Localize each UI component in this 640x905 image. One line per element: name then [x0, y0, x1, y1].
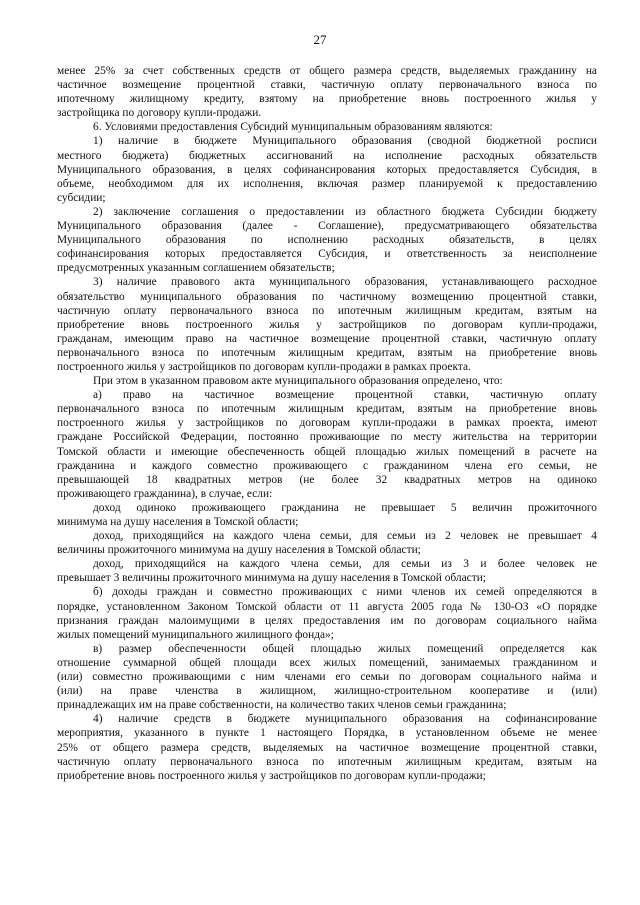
text-line: 4) наличие средств в бюджете муниципального образования на софинансирование: [93, 713, 597, 726]
paragraph-legal-act-intro: [57, 374, 597, 388]
text-line: построенного жилья у застройщиков по договорам купли-продажи в рамках проекта, имеют: [57, 417, 597, 430]
text-line: в) размер обеспеченности общей площадью жилых помещений определяется как: [93, 642, 597, 655]
text-line: застройщика по договору купли-продажи.: [57, 107, 262, 120]
paragraph-income-two: [57, 529, 597, 557]
text-line: приобретение вновь построенного жилья у застройщиков по договорам купли-продажи,: [57, 318, 597, 331]
text-line: софинансирования которых предоставляется Субсидия, и ответственность за неисполнение: [57, 248, 597, 261]
text-line: (или) на праве членства в жилищном, жилищно-строительном кооперативе и (или): [57, 685, 597, 698]
text-line: местного бюджета) бюджетных ассигнований на исполнение расходных обязательств: [57, 149, 597, 162]
text-line: обязательство муниципального образования по частичному возмещению процентной ставки,: [57, 290, 597, 303]
text-line: приобретение вновь построенного жилья у застройщиков по договорам купли-продажи;: [57, 769, 486, 782]
text-line: объеме, необходимом для их исполнения, включая размер планируемой к предоставлению: [57, 177, 597, 190]
paragraph-condition-2: [57, 205, 597, 275]
text-line: 3) наличие правового акта муниципального образования, устанавливающего расходное: [93, 276, 597, 289]
text-line: первоначального взноса по ипотечным жилищным кредитам, взятым на приобретение вновь: [57, 346, 597, 359]
paragraph-continuation: [57, 64, 597, 120]
paragraph-income-single: [57, 501, 597, 529]
text-line: Томской области и имеющие обеспеченность общей площадью жилых помещений в расчете на: [57, 445, 597, 458]
text-line: 25% от общего размера средств, выделяемых на частичное возмещение процентной ставки,: [57, 741, 597, 754]
paragraph-condition-1: [57, 134, 597, 204]
text-line: гражданина и каждого совместно проживающего с гражданином члена его семьи, не: [57, 459, 597, 472]
text-line: менее 25% за счет собственных средств от общего размера средств, выделяемых гражданину на: [57, 65, 597, 77]
text-line: Муниципального образования по исполнению расходных обязательств, в целях: [57, 234, 597, 247]
text-line: гражданам, имеющим право на частичное возмещение процентной ставки, частичную оплату: [57, 332, 597, 345]
text-line: признания граждан малоимущими в целях предоставления им по договорам социального найма: [57, 614, 597, 627]
text-line: превышает 3 величины прожиточного минимума на душу населения в Томской области;: [57, 572, 486, 585]
text-line: порядке, установленном Законом Томской области от 11 августа 2005 года № 130-ОЗ «О порядке: [57, 600, 597, 613]
text-line: превышающей 18 квадратных метров (не более 32 квадратных метров на одиноко: [57, 473, 597, 486]
text-line: построенного жилья у застройщиков по договорам купли-продажи в рамках проекта.: [57, 360, 471, 373]
text-line: отношение суммарной общей площади всех жилых помещений, занимаемых гражданином и: [57, 656, 597, 669]
text-line: 6. Условиями предоставления Субсидий муниципальным образованиям являются:: [93, 121, 493, 134]
text-line: а) право на частичное возмещение процентной ставки, частичную оплату: [93, 389, 597, 402]
text-line: принадлежащих им на праве собственности, на количество таких членов семьи гражданина;: [57, 699, 507, 712]
paragraph-condition-3: [57, 275, 597, 374]
text-line: Муниципального образования (далее - Соглашение), предусматривающего обязательства: [57, 220, 597, 233]
text-line: субсидии;: [57, 191, 106, 204]
paragraph-condition-4: [57, 712, 597, 782]
text-line: (или) совместно проживающими с ним членами его семьи по договорам социального найма и: [57, 671, 597, 684]
text-line: При этом в указанном правовом акте муниципального образования определено, что:: [93, 375, 503, 388]
text-line: частичную оплату первоначального взноса по ипотечным жилищным кредитам, взятым на: [57, 755, 597, 768]
text-line: б) доходы граждан и совместно проживающих с ними членов их семей определяются в: [93, 586, 597, 599]
text-line: частичную оплату первоначального взноса по ипотечным жилищным кредитам, взятым на: [57, 304, 597, 317]
text-line: частичное возмещение процентной ставки, частичную оплату первоначального взноса по: [57, 79, 597, 92]
text-line: доход, приходящийся на каждого члена семьи, для семьи из 3 и более человек не: [93, 558, 597, 571]
text-line: первоначального взноса по ипотечным жилищным кредитам, взятым на приобретение вновь: [57, 403, 597, 416]
text-line: предусмотренных указанным соглашением обязательств;: [57, 262, 335, 275]
text-line: 1) наличие в бюджете Муниципального образования (сводной бюджетной росписи: [93, 135, 597, 148]
paragraph-section-6: [57, 120, 597, 134]
paragraph-item-b: [57, 585, 597, 641]
paragraph-item-a: [57, 388, 597, 501]
text-line: 2) заключение соглашения о предоставлении из областного бюджета Субсидии бюджету: [93, 205, 597, 218]
text-line: доход, приходящийся на каждого члена семьи, для семьи из 2 человек не превышает 4: [93, 530, 597, 543]
text-line: величины прожиточного минимума на душу населения в Томской области;: [57, 544, 421, 557]
document-body: [57, 64, 597, 783]
paragraph-item-c: [57, 642, 597, 712]
text-line: проживающего гражданина), в случае, если:: [57, 487, 273, 500]
text-line: минимума на душу населения в Томской области;: [57, 516, 299, 528]
text-line: ипотечному жилищному кредиту, взятому на приобретение вновь построенного жилья у: [57, 93, 597, 106]
text-line: мероприятия, указанного в пункте 1 настоящего Порядка, в установленном объеме не менее: [57, 727, 597, 740]
text-line: доход одиноко проживающего гражданина не превышает 5 величин прожиточного: [93, 501, 597, 514]
text-line: жилых помещений муниципального жилищного фонда»;: [57, 628, 334, 641]
text-line: Муниципального образования, в целях софинансирования которых предоставляется Субсидия, в: [57, 163, 597, 176]
text-line: граждане Российской Федерации, постоянно проживающие по месту жительства на территории: [57, 431, 597, 444]
page-number: 27: [313, 32, 327, 47]
paragraph-income-three: [57, 557, 597, 585]
